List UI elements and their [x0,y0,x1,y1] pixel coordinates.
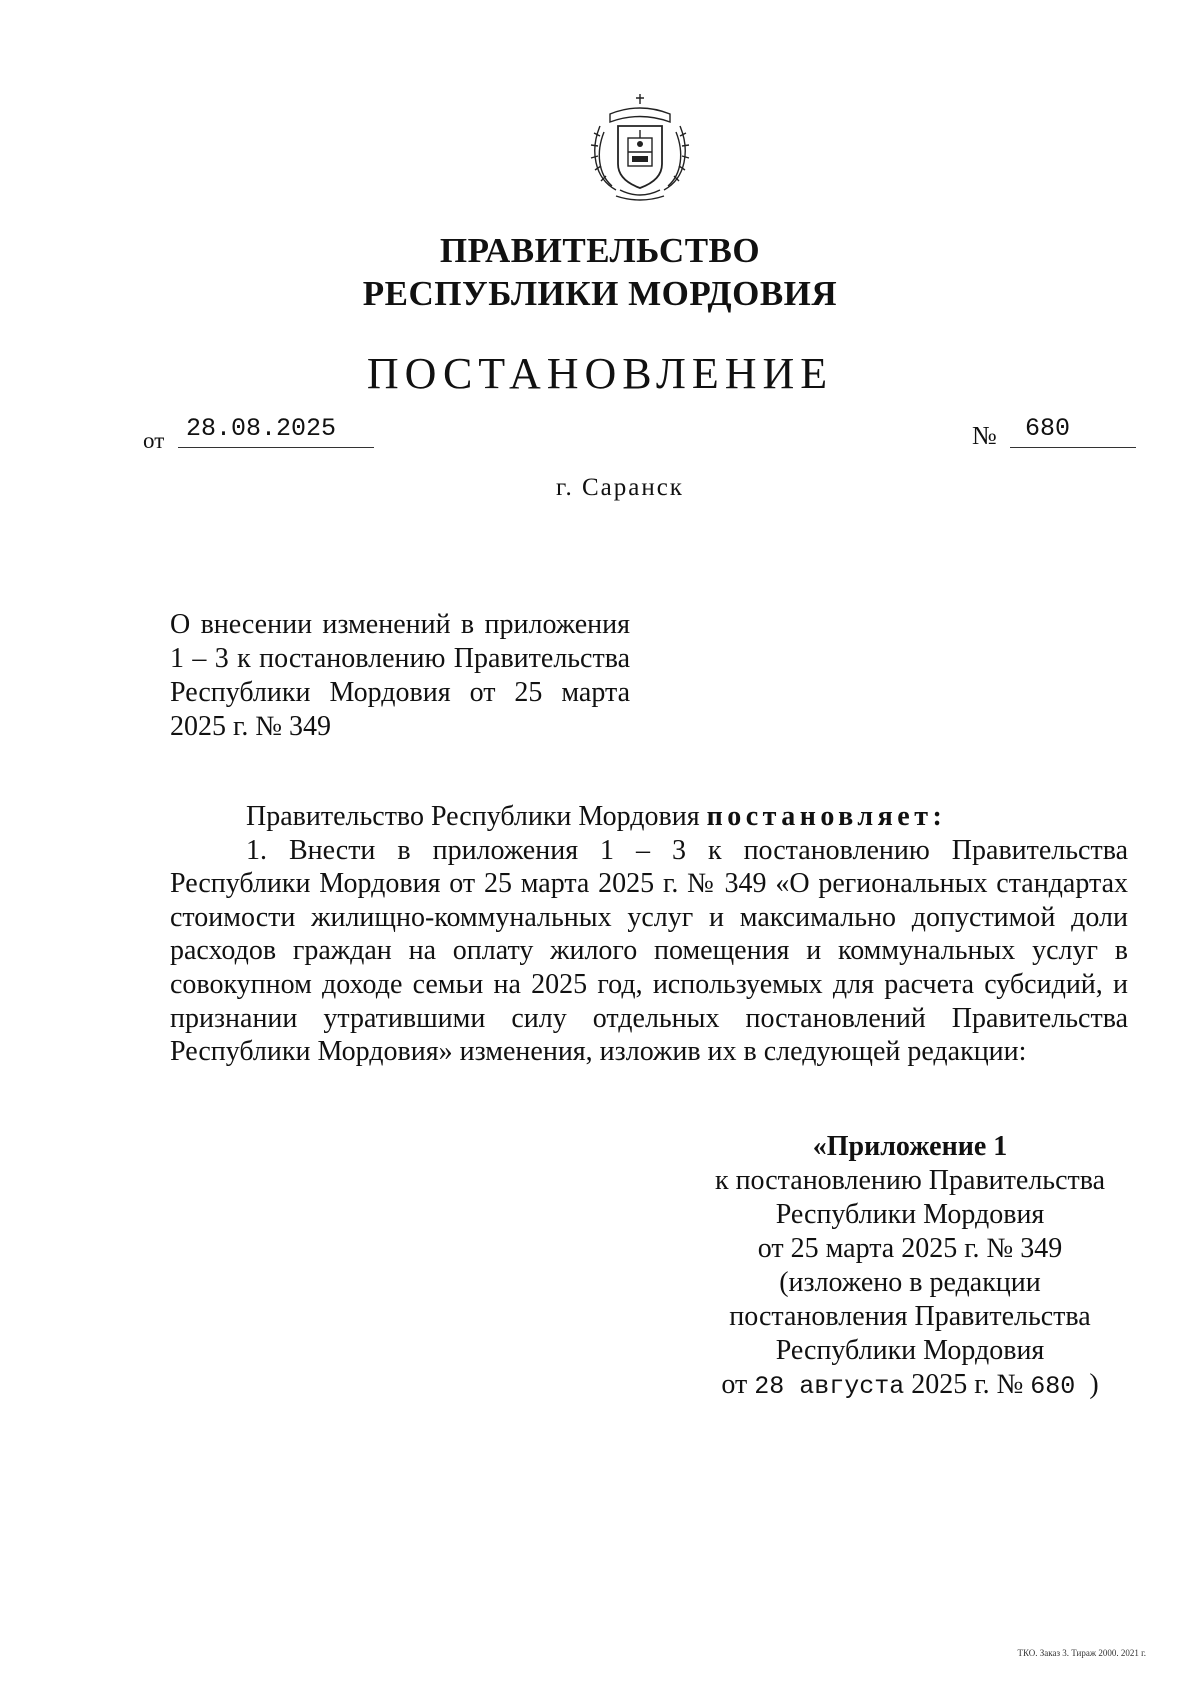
number-prefix-label: № [972,421,997,450]
government-name-line1: ПРАВИТЕЛЬСТВО [439,231,761,270]
annex-last-year: 2025 г. № [904,1369,1031,1400]
government-name-line2: РЕСПУБЛИКИ МОРДОВИЯ [362,274,838,313]
annex-amendment-date-line [690,1368,1130,1404]
coat-of-arms-emblem-icon [586,92,694,204]
annex-line: (изложено в редакции [779,1267,1041,1298]
document-number-field: 680 [1010,414,1136,448]
subject-line: О внесении изменений в приложения [170,609,630,640]
subject-line: 2025 г. № 349 [170,711,332,742]
city-label: г. Саранск [556,474,684,501]
annex-last-suffix: ) [1075,1369,1099,1400]
document-date-field: 28.08.2025 [178,414,374,448]
annex-header [690,1130,1130,1404]
document-type-title: ПОСТАНОВЛЕНИЕ [366,349,834,398]
document-subject [170,608,630,744]
document-body [170,800,1128,1069]
annex-typed-date: 28 августа [754,1372,905,1401]
resolution-intro [170,800,1128,834]
subject-line: Республики Мордовия от 25 марта [170,677,630,708]
intro-text: Правительство Республики Мордовия [246,801,707,832]
annex-last-prefix: от [721,1369,755,1400]
intro-verb: постановляет: [706,801,947,832]
annex-title: «Приложение 1 [812,1131,1008,1162]
paragraph-1: 1. Внести в приложения 1 – 3 к постановлению Правительства Республики Мордовия от 25 марта 2025 г. № 349 «О региональных стандартах стоимости жилищно-коммунальных услуг и максимально допустимой доли расходов граждан на оплату жилого помещения и коммунальных услуг в совокупном доходе семьи на 2025 год, используемых для расчета субсидий, и признании утратившими силу отдельных постановлений Правительства Республики Мордовия» изменения, изложив их в следующей редакции: [170,834,1128,1068]
print-info-footer: ТКО. Заказ 3. Тираж 2000. 2021 г. [1017,1648,1146,1658]
annex-line: Республики Мордовия [775,1335,1045,1366]
subject-line: 1 – 3 к постановлению Правительства [170,643,630,674]
annex-line: Республики Мордовия [775,1199,1045,1230]
date-prefix-label: от [143,428,165,453]
annex-line: от 25 марта 2025 г. № 349 [757,1233,1063,1264]
annex-typed-number: 680 [1030,1372,1076,1401]
annex-line: к постановлению Правительства [714,1165,1106,1196]
annex-line: постановления Правительства [729,1301,1091,1332]
